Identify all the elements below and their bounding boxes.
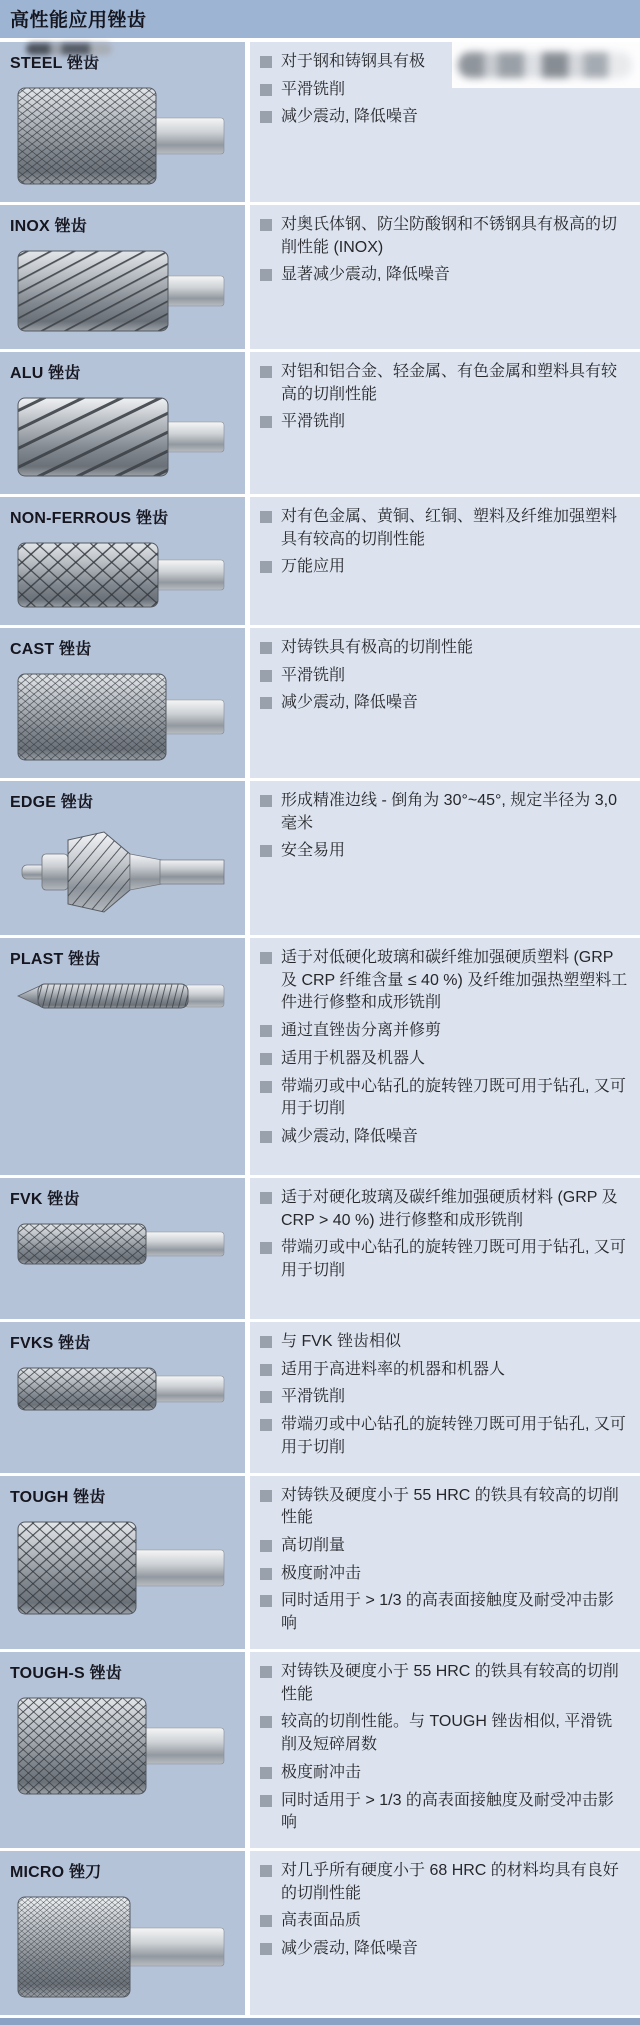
feature-item [260, 361, 628, 406]
features-cell [245, 1178, 640, 1319]
features-cell [245, 497, 640, 625]
feature-item [260, 1126, 628, 1149]
bullet-square-icon [260, 1419, 272, 1431]
burr-drawing [12, 83, 227, 189]
product-title: FVKS 锉齿 [10, 1335, 91, 1352]
feature-text: 对奥氏体钢、防尘防酸钢和不锈钢具有极高的切削性能 (INOX) [281, 216, 618, 256]
bullet-square-icon [260, 561, 272, 573]
feature-item [260, 1661, 628, 1706]
feature-text: 适于对硬化玻璃及碳纤维加强硬质材料 (GRP 及 CRP > 40 %) 进行修整和成形铣削 [281, 1189, 618, 1229]
product-title: CAST 锉齿 [10, 641, 92, 658]
product-cell [0, 352, 245, 494]
feature-list [260, 1187, 628, 1283]
feature-text: 高切削量 [281, 1537, 346, 1555]
feature-text: 同时适用于 > 1/3 的高表面接触度及耐受冲击影响 [281, 1791, 614, 1832]
product-title: FVK 锉齿 [10, 1191, 80, 1208]
feature-text: 安全易用 [281, 842, 346, 860]
edge-burr-photo [10, 822, 239, 927]
feature-text: 极度耐冲击 [281, 1564, 362, 1582]
bullet-square-icon [260, 56, 272, 68]
burr-drawing [12, 822, 227, 922]
burr-drawing [12, 1693, 227, 1799]
burr-drawing [12, 1517, 227, 1619]
redaction-patch [452, 42, 640, 88]
bullet-square-icon [260, 642, 272, 654]
feature-text: 减少震动, 降低噪音 [281, 108, 418, 126]
bullet-square-icon [260, 1568, 272, 1580]
feature-text: 适用于机器及机器人 [281, 1049, 426, 1067]
feature-text: 带端刃或中心钻孔的旋转锉刀既可用于钻孔, 又可用于切削 [281, 1239, 626, 1280]
feature-text: 较高的切削性能。与 TOUGH 锉齿相似, 平滑铣削及短碎屑数 [281, 1713, 613, 1754]
feature-item [260, 947, 628, 1015]
bullet-square-icon [260, 1025, 272, 1037]
bullet-square-icon [260, 1081, 272, 1093]
plast-burr-photo [10, 979, 239, 1018]
feature-text: 带端刃或中心钻孔的旋转锉刀既可用于钻孔, 又可用于切削 [281, 1416, 626, 1456]
feature-list [260, 790, 628, 863]
product-title: ALU 锉齿 [10, 365, 81, 382]
table-row [0, 205, 640, 352]
table-row [0, 1476, 640, 1652]
product-title: NON-FERROUS 锉齿 [10, 510, 169, 527]
bullet-square-icon [260, 1192, 272, 1204]
feature-text: 万能应用 [281, 558, 346, 576]
product-title: EDGE 锉齿 [10, 794, 94, 811]
product-cell [0, 1652, 245, 1848]
table-row [0, 1178, 640, 1322]
product-title: TOUGH-S 锉齿 [10, 1664, 122, 1682]
bullet-square-icon [260, 219, 272, 231]
feature-list [260, 361, 628, 434]
alu-burr-photo [10, 393, 239, 486]
feature-item [260, 1331, 628, 1354]
feature-item [260, 1359, 628, 1382]
feature-text: 减少震动, 降低噪音 [281, 694, 418, 712]
feature-list [260, 1661, 628, 1835]
feature-item [260, 840, 628, 863]
feature-item [260, 1485, 628, 1530]
micro-burr-photo [10, 1892, 239, 2007]
bullet-square-icon [260, 795, 272, 807]
feature-item [260, 1414, 628, 1459]
table-row [0, 352, 640, 497]
feature-text: 同时适用于 > 1/3 的高表面接触度及耐受冲击影响 [281, 1592, 614, 1633]
feature-text: 对有色金属、黄铜、红铜、塑料及纤维加强塑料具有较高的切削性能 [281, 508, 618, 548]
features-cell [245, 1652, 640, 1848]
feature-list [260, 1331, 628, 1460]
feature-text: 与 FVK 锉齿相似 [281, 1333, 402, 1350]
bullet-square-icon [260, 1242, 272, 1254]
feature-list [260, 214, 628, 287]
bullet-square-icon [260, 1364, 272, 1376]
feature-item [260, 1020, 628, 1043]
bullet-square-icon [260, 1943, 272, 1955]
features-cell [245, 42, 640, 202]
feature-text: 平滑铣削 [281, 80, 346, 98]
feature-item [260, 1711, 628, 1756]
feature-text: 显著减少震动, 降低噪音 [281, 266, 450, 284]
burr-drawing [12, 393, 227, 481]
bullet-square-icon [260, 1391, 272, 1403]
features-cell [245, 628, 640, 778]
bottom-bar [0, 2018, 640, 2025]
feature-item [260, 556, 628, 579]
burr-drawing [12, 538, 227, 612]
product-cell [0, 205, 245, 349]
feature-item [260, 1386, 628, 1409]
feature-text: 带端刃或中心钻孔的旋转锉刀既可用于钻孔, 又可用于切削 [281, 1077, 626, 1118]
bullet-square-icon [260, 1595, 272, 1607]
bullet-square-icon [260, 697, 272, 709]
product-title: INOX 锉齿 [10, 218, 87, 235]
tough-s-burr-photo [10, 1693, 239, 1804]
burr-drawing [12, 1219, 227, 1269]
feature-item [260, 1187, 628, 1232]
burr-drawing [12, 246, 227, 336]
burr-drawing [12, 979, 227, 1013]
features-cell [245, 938, 640, 1175]
feature-item [260, 692, 628, 715]
feature-item [260, 1910, 628, 1933]
product-cell [0, 1322, 245, 1473]
feature-text: 对铸铁及硬度小于 55 HRC 的铁具有较高的切削性能 [281, 1486, 619, 1527]
fvk-burr-photo [10, 1219, 239, 1274]
fvks-burr-photo [10, 1363, 239, 1420]
product-cell [0, 42, 245, 202]
burr-drawing [12, 669, 227, 765]
feature-text: 平滑铣削 [281, 666, 346, 684]
feature-text: 形成精准边线 - 倒角为 30°~45°, 规定半径为 3,0 毫米 [281, 792, 617, 832]
bullet-square-icon [260, 845, 272, 857]
cast-burr-photo [10, 669, 239, 770]
feature-list [260, 947, 628, 1149]
product-title: STEEL 锉齿 [10, 55, 100, 72]
burr-table [0, 42, 640, 2018]
bullet-square-icon [260, 952, 272, 964]
feature-item [260, 1590, 628, 1635]
bullet-square-icon [260, 1336, 272, 1348]
feature-item [260, 637, 628, 660]
product-title: PLAST 锉齿 [10, 951, 101, 968]
inox-burr-photo [10, 246, 239, 341]
feature-text: 高表面品质 [281, 1912, 362, 1930]
bullet-square-icon [260, 1666, 272, 1678]
feature-item [260, 790, 628, 835]
feature-item [260, 1938, 628, 1961]
feature-text: 适于对低硬化玻璃和碳纤维加强硬质塑料 (GRP 及 CRP 纤维含量 ≤ 40 %) 及纤维加强热塑塑料工件进行修整和成形铣削 [281, 949, 628, 1012]
product-cell [0, 781, 245, 935]
feature-item [260, 1076, 628, 1121]
feature-item [260, 106, 628, 129]
feature-item [260, 1762, 628, 1785]
page-title: 高性能应用锉齿 [10, 10, 147, 31]
product-cell [0, 628, 245, 778]
feature-item [260, 264, 628, 287]
feature-list [260, 637, 628, 715]
feature-text: 适用于高进料率的机器和机器人 [281, 1360, 506, 1378]
feature-item [260, 665, 628, 688]
feature-text: 对铝和铝合金、轻金属、有色金属和塑料具有较高的切削性能 [281, 363, 618, 403]
feature-item [260, 1048, 628, 1071]
non-ferrous-burr-photo [10, 538, 239, 617]
table-row [0, 781, 640, 938]
features-cell [245, 1476, 640, 1649]
table-row [0, 42, 640, 205]
bullet-square-icon [260, 1767, 272, 1779]
feature-text: 减少震动, 降低噪音 [281, 1940, 418, 1958]
page-header [0, 0, 640, 42]
table-row [0, 497, 640, 628]
bullet-square-icon [260, 84, 272, 96]
feature-item [260, 506, 628, 551]
bullet-square-icon [260, 111, 272, 123]
feature-text: 对于钢和铸钢具有极 [281, 53, 426, 70]
feature-text: 对几乎所有硬度小于 68 HRC 的材料均具有良好的切削性能 [281, 1861, 619, 1902]
redaction-blur [458, 52, 632, 78]
bullet-square-icon [260, 416, 272, 428]
redaction-blur [26, 43, 112, 55]
bullet-square-icon [260, 1053, 272, 1065]
feature-text: 减少震动, 降低噪音 [281, 1128, 418, 1146]
bullet-square-icon [260, 670, 272, 682]
bullet-square-icon [260, 511, 272, 523]
bullet-square-icon [260, 1131, 272, 1143]
features-cell [245, 1851, 640, 2015]
product-cell [0, 1851, 245, 2015]
product-cell [0, 938, 245, 1175]
bullet-square-icon [260, 1540, 272, 1552]
table-row [0, 938, 640, 1178]
feature-list [260, 506, 628, 579]
table-row [0, 1322, 640, 1476]
features-cell [245, 781, 640, 935]
bullet-square-icon [260, 366, 272, 378]
feature-item [260, 1860, 628, 1905]
feature-item [260, 1237, 628, 1282]
product-title: TOUGH 锉齿 [10, 1488, 106, 1506]
product-title: MICRO 锉刀 [10, 1863, 102, 1881]
bullet-square-icon [260, 269, 272, 281]
bullet-square-icon [260, 1915, 272, 1927]
product-cell [0, 497, 245, 625]
feature-list [260, 1860, 628, 1961]
feature-text: 平滑铣削 [281, 1388, 346, 1406]
features-cell [245, 1322, 640, 1473]
bullet-square-icon [260, 1795, 272, 1807]
product-cell [0, 1178, 245, 1319]
feature-item [260, 411, 628, 434]
feature-item [260, 1563, 628, 1586]
feature-text: 通过直锉齿分离并修剪 [281, 1022, 442, 1040]
bullet-square-icon [260, 1865, 272, 1877]
feature-text: 对铸铁具有极高的切削性能 [281, 639, 474, 656]
features-cell [245, 352, 640, 494]
bullet-square-icon [260, 1716, 272, 1728]
table-row [0, 1652, 640, 1851]
feature-list [260, 1485, 628, 1636]
bullet-square-icon [260, 1490, 272, 1502]
feature-item [260, 1790, 628, 1835]
features-cell [245, 205, 640, 349]
tough-burr-photo [10, 1517, 239, 1624]
table-row [0, 1851, 640, 2018]
burr-drawing [12, 1892, 227, 2002]
feature-text: 对铸铁及硬度小于 55 HRC 的铁具有较高的切削性能 [281, 1662, 619, 1703]
product-cell [0, 1476, 245, 1649]
table-row [0, 628, 640, 781]
burr-drawing [12, 1363, 227, 1415]
feature-item [260, 1535, 628, 1558]
feature-text: 平滑铣削 [281, 413, 346, 431]
feature-text: 极度耐冲击 [281, 1763, 362, 1781]
feature-item [260, 214, 628, 259]
steel-burr-photo [10, 83, 239, 194]
